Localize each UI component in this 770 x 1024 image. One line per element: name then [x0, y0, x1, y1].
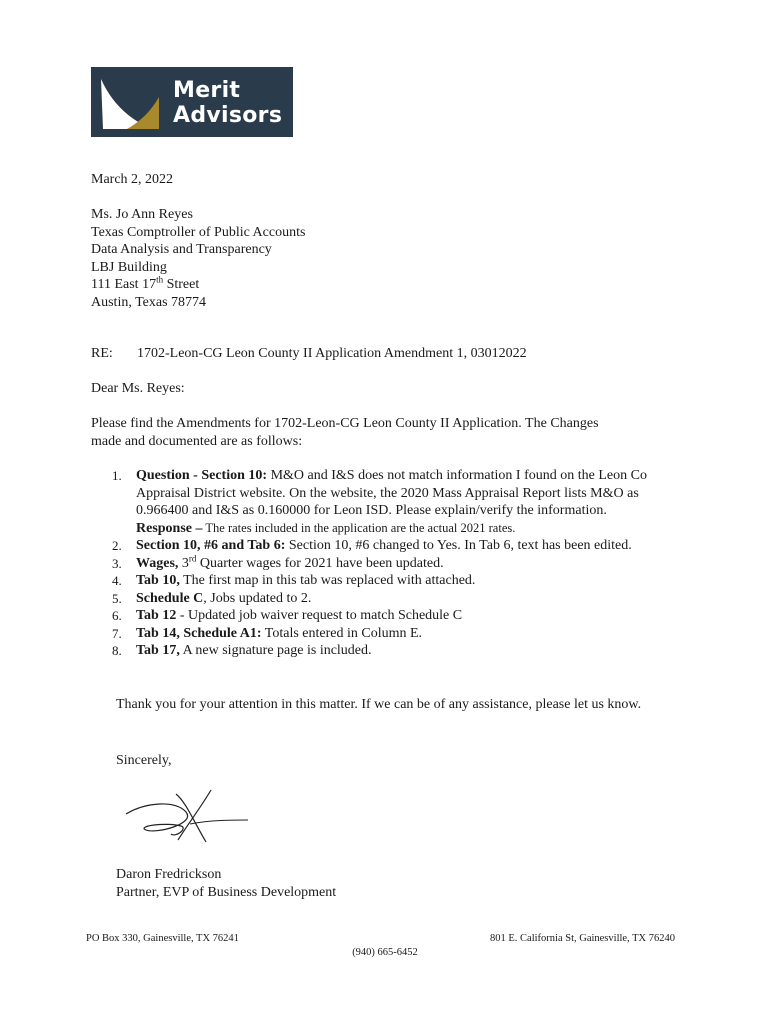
- logo-mark-icon: [97, 75, 169, 131]
- list-item: 8. Tab 17, A new signature page is included.: [112, 643, 372, 658]
- signature-image: [116, 782, 256, 857]
- recipient-dept: Data Analysis and Transparency: [91, 242, 272, 257]
- footer-phone: (940) 665-6452: [352, 947, 418, 958]
- recipient-org: Texas Comptroller of Public Accounts: [91, 224, 306, 240]
- list-item: 3. Wages, 3rd Quarter wages for 2021 have been updated.: [112, 552, 444, 571]
- amendment-list: [112, 467, 692, 660]
- logo-line-1: Merit: [173, 78, 241, 103]
- signer-name: Daron Fredrickson: [116, 867, 222, 882]
- list-item: 5. Schedule C, Jobs updated to 2.: [112, 590, 312, 606]
- signer-block: [116, 866, 336, 902]
- signer-title: Partner, EVP of Business Development: [116, 885, 337, 900]
- subject-label: RE:: [91, 346, 113, 361]
- closing-paragraph: Thank you for your attention in this matter. If we can be of any assistance, please let us know.: [116, 697, 642, 712]
- intro-paragraph: Please find the Amendments for 1702-Leon-CG Leon County II Application. The Changes made and documented are as follows:: [91, 416, 599, 449]
- recipient-street: 111 East 17th Street: [91, 274, 200, 292]
- logo-line-2: Advisors: [173, 103, 283, 128]
- list-item: 2. Section 10, #6 and Tab 6: Section 10, #6 changed to Yes. In Tab 6, text has been edited.: [112, 538, 632, 553]
- merit-advisors-logo: [91, 67, 293, 137]
- subject-line: [91, 345, 527, 363]
- list-item: 1. Question - Section 10: M&O and I&S does not match information I found on the Leon Co Appraisal District website. On the website, the 2020 Mass Appraisal Report lists M&O as 0.966400 and I&S as 0.160000 for Leon ISD. Please explain/verify the information. Response – The rates included in the application are the actual 2021 rates.: [112, 468, 647, 536]
- list-item: 7. Tab 14, Schedule A1: Totals entered in Column E.: [112, 625, 423, 641]
- recipient-city: Austin, Texas 78774: [91, 294, 207, 310]
- footer-street-address: 801 E. California St, Gainesville, TX 76240: [490, 933, 675, 944]
- salutation: Dear Ms. Reyes:: [91, 381, 185, 396]
- letter-date: March 2, 2022: [91, 172, 174, 187]
- footer-po-box: PO Box 330, Gainesville, TX 76241: [86, 933, 239, 944]
- list-item: 4. Tab 10, The first map in this tab was replaced with attached.: [112, 573, 476, 588]
- recipient-name: Ms. Jo Ann Reyes: [91, 207, 193, 222]
- recipient-address: [91, 206, 305, 311]
- subject-text: 1702-Leon-CG Leon County II Application Amendment 1, 03012022: [137, 346, 527, 361]
- recipient-building: LBJ Building: [91, 259, 167, 275]
- logo-wordmark: [173, 78, 282, 128]
- list-item: 6. Tab 12 - Updated job waiver request to match Schedule C: [112, 608, 463, 623]
- sign-off: Sincerely,: [116, 753, 172, 768]
